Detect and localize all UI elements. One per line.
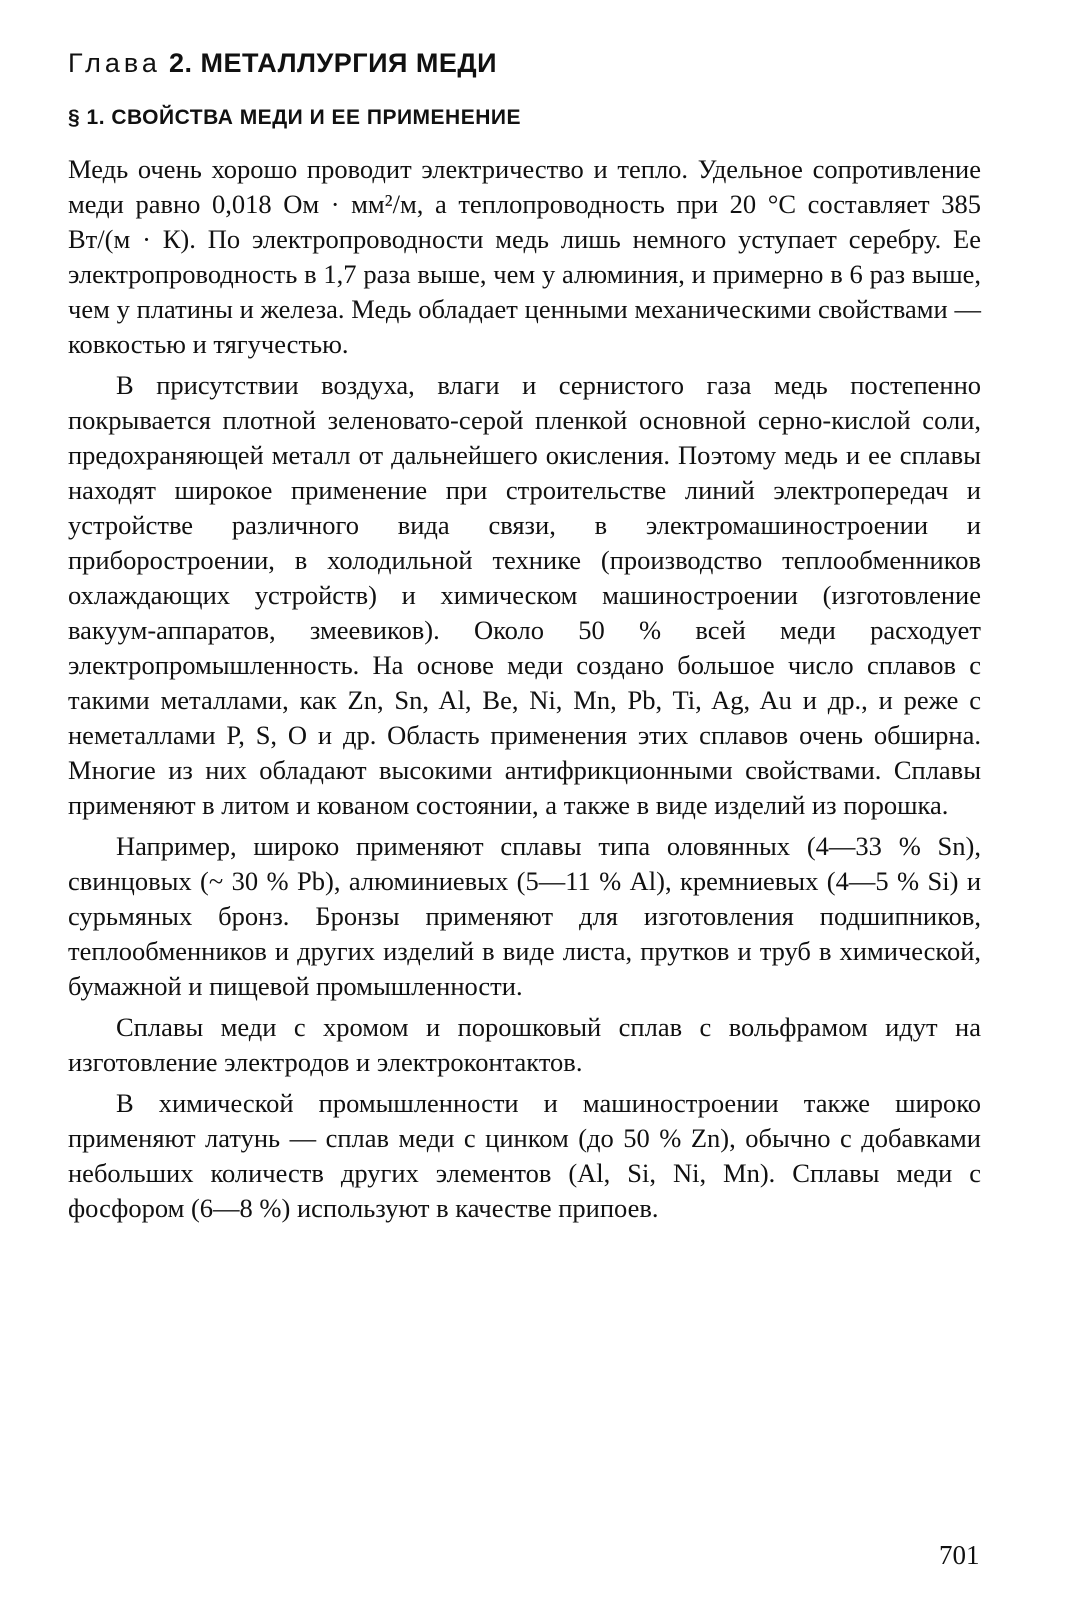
chapter-heading [68, 48, 497, 79]
paragraph-3: Например, широко применяют сплавы типа оловянных (4—33 % Sn), свинцовых (~ 30 % Pb), алюминиевых (5—11 % Al), кремниевых (4—5 % Si) и сурьмяных бронз. Бронзы применяют для изготовления подшипников, теплообменников и других изделий в виде листа, прутков и труб в химической, бумажной и пищевой промышленности. [68, 831, 981, 1001]
section-heading: § 1. СВОЙСТВА МЕДИ И ЕЕ ПРИМЕНЕНИЕ [68, 106, 521, 129]
page-number: 701 [939, 1540, 980, 1570]
paragraph-2: В присутствии воздуха, влаги и сернистого газа медь постепенно покрывается плотной зеленовато-серой пленкой основной серно-кислой соли, предохраняющей металл от дальнейшего окисления. Поэтому медь и ее сплавы находят широкое применение при строительстве линий электропередач и устройстве различного вида связи, в электромашиностроении и приборостроении, в холодильной технике (производство теплообменников охлаждающих устройств) и химическом машиностроении (изготовление вакуум-аппаратов, змеевиков). Около 50 % всей меди расходует электропромышленность. На основе меди создано большое число сплавов с такими металлами, как Zn, Sn, Al, Be, Ni, Mn, Pb, Ti, Ag, Au и др., и реже с неметаллами P, S, O и др. Область применения этих сплавов очень обширна. Многие из них обладают высокими антифрикционными свойствами. Сплавы применяют в литом и кованом состоянии, а также в виде изделий из порошка. [68, 370, 981, 820]
chapter-label: Глава [68, 48, 161, 78]
paragraph-5: В химической промышленности и машиностроении также широко применяют латунь — сплав меди с цинком (до 50 % Zn), обычно с добавками небольших количеств других элементов (Al, Si, Ni, Mn). Сплавы меди с фосфором (6—8 %) используют в качестве припоев. [68, 1088, 981, 1223]
body-text [68, 152, 981, 1226]
paragraph-1: Медь очень хорошо проводит электричество и тепло. Удельное сопротивление меди равно 0,018 Ом · мм²/м, а теплопроводность при 20 °С составляет 385 Вт/(м · К). По электропроводности медь лишь немного уступает серебру. Ее электропроводность в 1,7 раза выше, чем у алюминия, и примерно в 6 раз выше, чем у платины и железа. Медь обладает ценными механическими свойствами — ковкостью и тягучестью. [68, 154, 981, 359]
chapter-title: 2. МЕТАЛЛУРГИЯ МЕДИ [168, 48, 498, 78]
paragraph-4: Сплавы меди с хромом и порошковый сплав с вольфрамом идут на изготовление электродов и электроконтактов. [68, 1012, 981, 1077]
